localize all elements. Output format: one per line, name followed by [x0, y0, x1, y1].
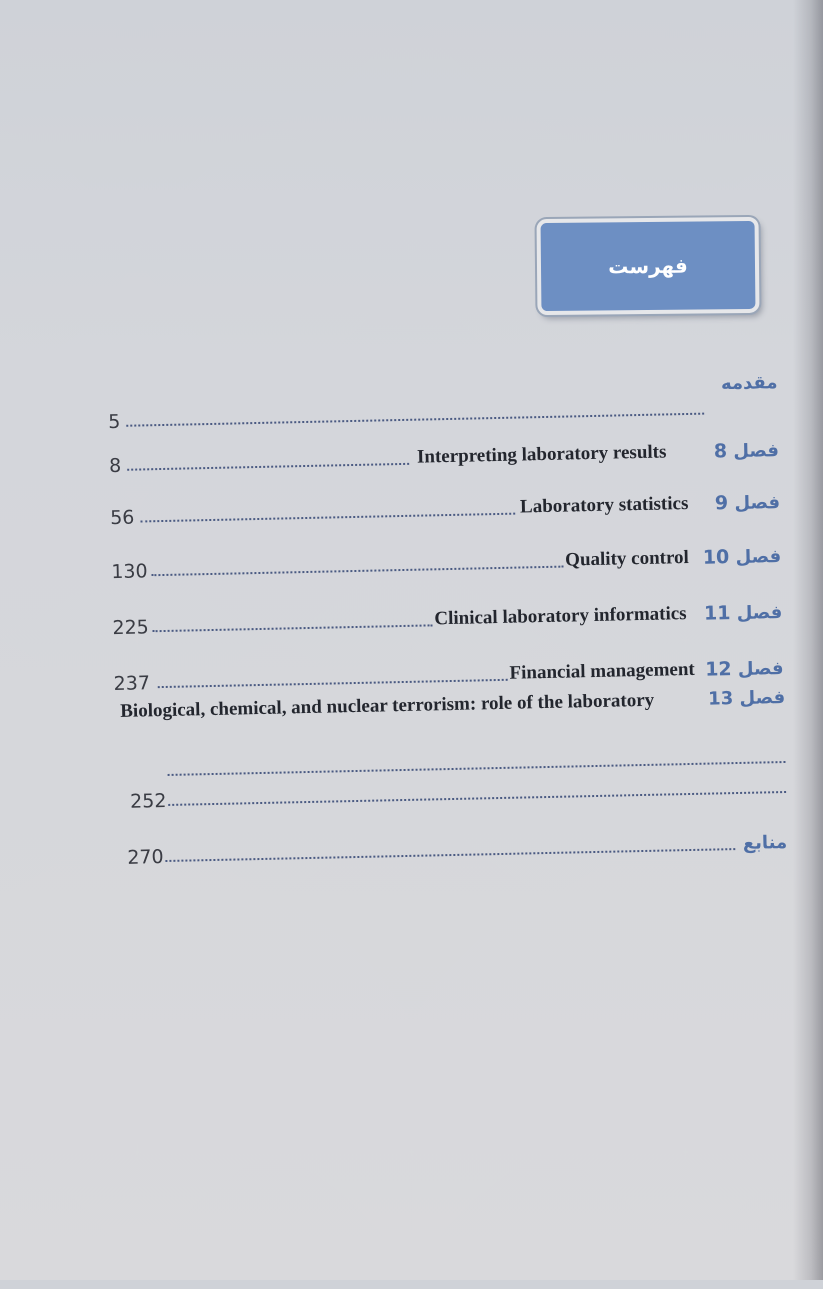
chapter-title: Laboratory statistics [519, 492, 689, 518]
toc-entry-references[interactable] [117, 821, 788, 869]
chapter-number: 11 [703, 602, 731, 625]
chapter-word: فصل [736, 602, 783, 624]
chapter-label [703, 545, 782, 569]
leader-dots [153, 624, 433, 632]
chapter-label [704, 601, 783, 625]
chapter-word: فصل [737, 658, 784, 680]
chapter-title: Financial management [509, 658, 695, 684]
chapter-word: فصل [734, 492, 781, 515]
toc-entry-chapter-12[interactable] [113, 647, 784, 695]
chapter-title: Quality control [564, 546, 690, 571]
chapter-word: فصل [733, 440, 780, 463]
leader-dots [158, 679, 508, 688]
chapter-label [708, 687, 785, 710]
entry-label: منابع [742, 831, 788, 854]
page-number: 5 [107, 410, 121, 434]
toc-entry-chapter-9[interactable] [110, 481, 781, 529]
chapter-title: Clinical laboratory informatics [434, 603, 687, 630]
leader-dots [127, 463, 409, 471]
leader-dots [140, 513, 515, 523]
entry-label: مقدمه [720, 372, 778, 395]
chapter-label [714, 439, 780, 462]
leader-dots [126, 413, 704, 427]
chapter-word: فصل [735, 546, 782, 569]
leader-dots [168, 791, 786, 806]
chapter-number: 12 [704, 658, 732, 681]
page-number: 270 [127, 846, 164, 869]
chapter-label [705, 657, 784, 681]
chapter-label [715, 491, 781, 514]
chapter-title: Biological, chemical, and nuclear terrorism: role of the laboratory [120, 689, 655, 722]
page-number: 130 [111, 560, 148, 584]
chapter-number: 8 [713, 440, 728, 463]
chapter-word: فصل [739, 687, 786, 709]
chapter-number: 9 [714, 492, 729, 515]
chapter-number: 10 [702, 546, 730, 569]
page-number: 56 [109, 506, 135, 530]
chapter-title: Interpreting laboratory results [416, 441, 667, 468]
page-number: 237 [113, 672, 151, 696]
leader-dots [151, 566, 563, 577]
page-number: 252 [129, 789, 167, 813]
toc-entry-chapter-8[interactable] [109, 429, 780, 477]
page-number: 8 [108, 454, 122, 478]
toc-title: فهرست [608, 253, 688, 279]
toc-entry-chapter-11[interactable] [112, 591, 783, 639]
leader-dots [165, 848, 735, 862]
chapter-number: 13 [707, 688, 734, 710]
page-number: 225 [112, 616, 150, 640]
toc-entry-chapter-10[interactable] [111, 535, 782, 583]
